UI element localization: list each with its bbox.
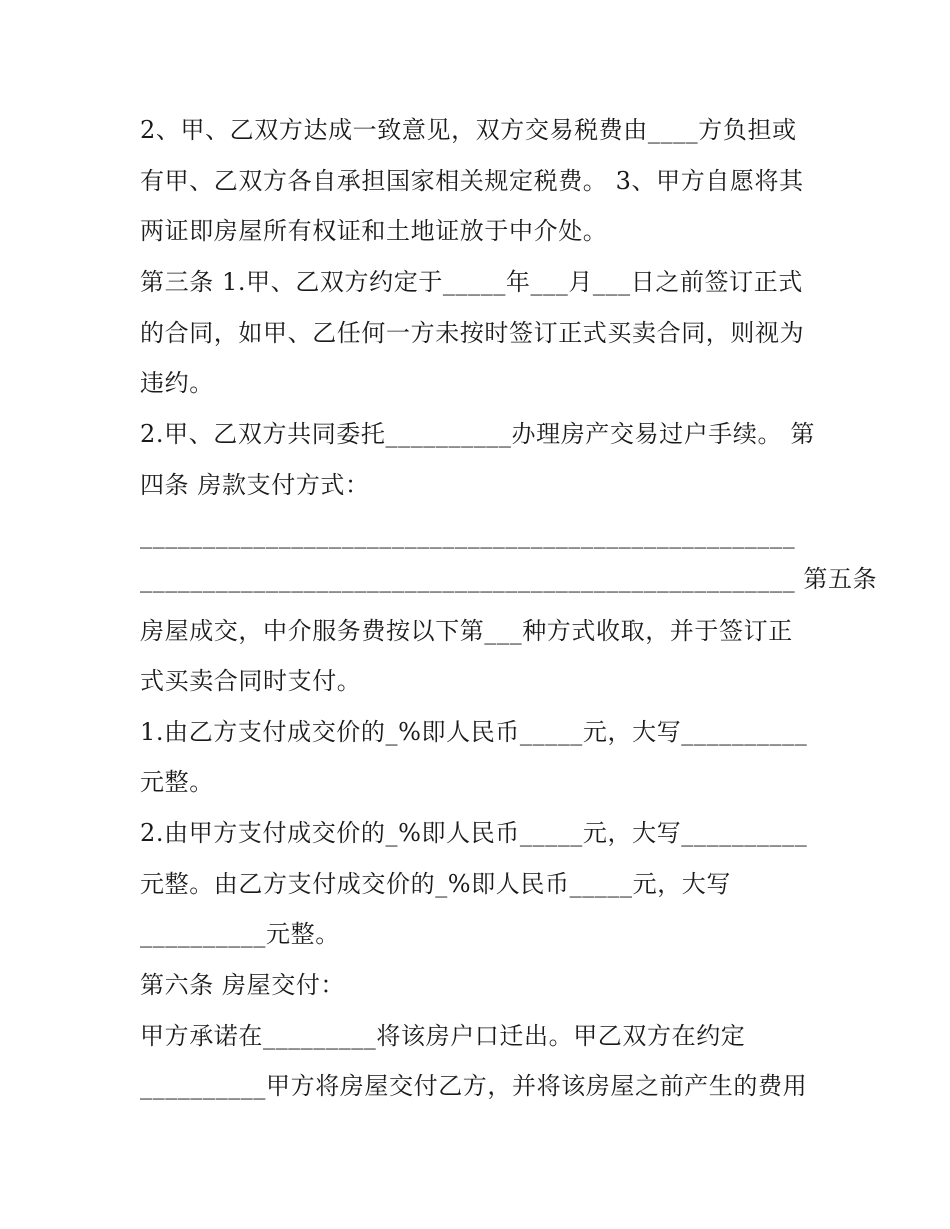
text-line: 2、甲、乙双方达成一致意见，双方交易税费由____方负担或: [140, 116, 797, 144]
text-line: 房屋成交，中介服务费按以下第___种方式收取，并于签订正: [140, 617, 793, 645]
text-line: 的合同，如甲、乙任何一方未按时签订正式买卖合同，则视为: [140, 319, 805, 347]
text-line: 第三条 1.甲、乙双方约定于_____年___月___日之前签订正式: [140, 268, 803, 296]
text-line: __________元整。: [140, 920, 340, 948]
text-line: __________甲方将房屋交付乙方，并将该房屋之前产生的费用: [140, 1072, 808, 1100]
text-line: 式买卖合同时支付。: [140, 667, 362, 695]
text-line: 第六条 房屋交付：: [140, 971, 346, 999]
text-line: 四条 房款支付方式：: [140, 471, 370, 499]
text-line: 1.由乙方支付成交价的_%即人民币_____元，大写__________: [140, 718, 808, 746]
text-line: ____________________________________________________: [140, 521, 796, 549]
text-line: 甲方承诺在_________将该房户口迁出。甲乙双方在约定: [140, 1022, 746, 1050]
text-line: ____________________________________________________ 第五条: [140, 565, 878, 593]
text-line: 有甲、乙双方各自承担国家相关规定税费。 3、甲方自愿将其: [140, 167, 804, 195]
text-line: 2.由甲方支付成交价的_%即人民币_____元，大写__________: [140, 819, 808, 847]
text-line: 元整。由乙方支付成交价的_%即人民币_____元，大写: [140, 870, 732, 898]
text-line: 违约。: [140, 369, 214, 397]
text-line: 两证即房屋所有权证和土地证放于中介处。: [140, 217, 608, 245]
text-line: 2.甲、乙双方共同委托__________办理房产交易过户手续。 第: [140, 420, 815, 448]
text-line: 元整。: [140, 768, 214, 796]
